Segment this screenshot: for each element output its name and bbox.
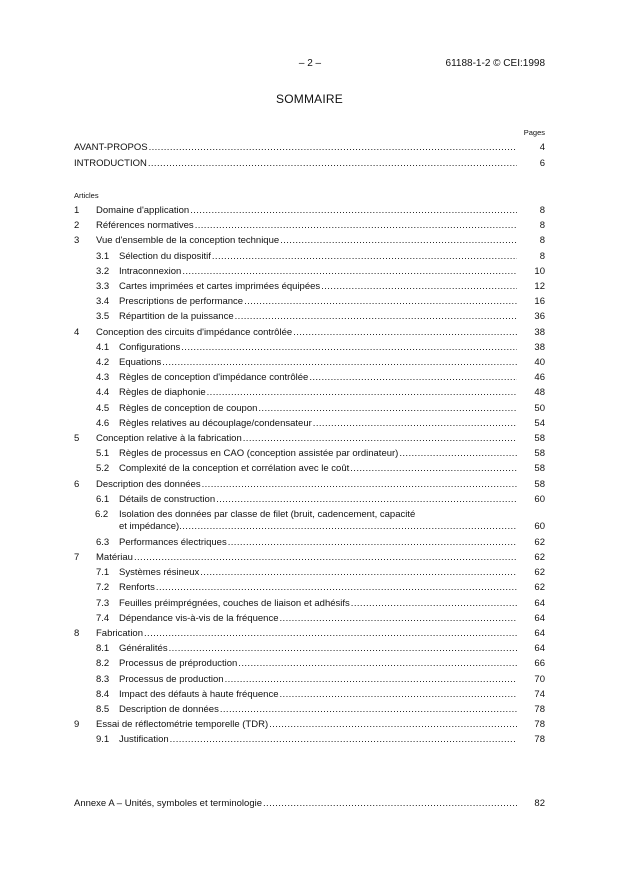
toc-entry[interactable] bbox=[74, 205, 545, 217]
toc-entry-page: 50 bbox=[534, 402, 545, 414]
toc-entry-annex-a[interactable] bbox=[74, 798, 545, 810]
toc-entry-number: 6 bbox=[74, 478, 80, 490]
toc-entry-label: Intraconnexion bbox=[119, 265, 182, 277]
toc-entry-label: Prescriptions de performance bbox=[119, 296, 244, 308]
toc-entry-number: 5.1 bbox=[96, 448, 110, 460]
page-title: SOMMAIRE bbox=[276, 92, 343, 106]
toc-entry-page: 58 bbox=[534, 478, 545, 490]
toc-entry-page: 58 bbox=[534, 448, 545, 460]
toc-entry-page: 64 bbox=[534, 612, 545, 624]
toc-entry-number: 4.3 bbox=[96, 372, 110, 384]
toc-entry-page: 46 bbox=[534, 372, 545, 384]
toc-entry-label: Répartition de la puissance bbox=[119, 311, 234, 323]
toc-entry[interactable] bbox=[74, 281, 545, 293]
toc-entry-number: 4.4 bbox=[96, 387, 110, 399]
toc-entry-page: 62 bbox=[534, 567, 545, 579]
toc-entry-number: 6.2 bbox=[95, 509, 109, 520]
toc-entry-number: 6.3 bbox=[96, 536, 110, 548]
toc-entry-label: Généralités bbox=[119, 643, 168, 655]
toc-entry[interactable] bbox=[74, 658, 545, 670]
toc-entry[interactable] bbox=[74, 266, 545, 278]
toc-entry[interactable] bbox=[74, 689, 545, 701]
toc-entry-page: 74 bbox=[534, 688, 545, 700]
toc-entry[interactable] bbox=[74, 372, 545, 384]
toc-entry[interactable] bbox=[74, 719, 545, 731]
toc-entry[interactable] bbox=[74, 403, 545, 415]
toc-entry-number: 7.3 bbox=[96, 597, 110, 609]
toc-entry-label: Renforts bbox=[119, 582, 155, 594]
toc-entry-label: Matériau bbox=[96, 551, 133, 563]
toc-entry-page: 64 bbox=[534, 597, 545, 609]
toc-entry-page: 36 bbox=[534, 311, 545, 323]
toc-entry[interactable] bbox=[74, 357, 545, 369]
toc-entry-number: 7.1 bbox=[96, 567, 110, 579]
toc-entry-page: 16 bbox=[534, 296, 545, 308]
toc-entry-label: Configurations bbox=[119, 341, 181, 353]
toc-entry-page: 4 bbox=[539, 142, 545, 153]
toc-entry-page: 58 bbox=[534, 433, 545, 444]
toc-entry-label: Dépendance vis-à-vis de la fréquence bbox=[119, 612, 279, 624]
toc-entry-label: Essai de réflectométrie temporelle (TDR) bbox=[96, 719, 269, 731]
toc-entry[interactable] bbox=[74, 537, 545, 549]
toc-entry-number: 3.5 bbox=[96, 311, 110, 323]
toc-entry-number: 8.4 bbox=[96, 688, 110, 700]
toc-entry-avant-propos[interactable] bbox=[74, 142, 545, 154]
toc-entry-page: 78 bbox=[534, 719, 545, 731]
toc-entry-number: 2 bbox=[74, 220, 80, 232]
toc-entry-label: Règles de conception d'impédance contrôlée bbox=[119, 372, 309, 384]
toc-entry-number: 7 bbox=[74, 551, 80, 563]
toc-entry-page: 8 bbox=[539, 250, 545, 262]
toc-entry-label: Règles relatives au découplage/condensateur bbox=[119, 417, 312, 429]
toc-entry-page: 8 bbox=[539, 205, 545, 216]
toc-entry-page: 82 bbox=[534, 798, 545, 809]
toc-entry-number: 3.3 bbox=[96, 281, 110, 292]
toc-entry-number: 9.1 bbox=[96, 734, 110, 746]
toc-entry-label: Cartes imprimées et cartes imprimées équipées bbox=[119, 281, 321, 292]
toc-entry-label-continued: et impédance) bbox=[119, 521, 180, 532]
toc-entry-page: 64 bbox=[534, 627, 545, 639]
toc-entry-label: Fabrication bbox=[96, 627, 143, 639]
toc-entry-label: Références normatives bbox=[96, 220, 194, 232]
toc-entry[interactable] bbox=[74, 479, 545, 491]
toc-entry-number: 3 bbox=[74, 235, 80, 247]
toc-entry-page: 70 bbox=[534, 673, 545, 685]
toc-entry[interactable] bbox=[74, 342, 545, 354]
toc-entry-page: 8 bbox=[539, 235, 545, 247]
toc-entry-label: Conception des circuits d'impédance contrôlée bbox=[96, 326, 293, 338]
toc-entry-label: AVANT-PROPOS bbox=[74, 142, 148, 153]
toc-entry-label: Feuilles préimprégnées, couches de liaison et adhésifs bbox=[119, 597, 350, 609]
toc-entry-page: 66 bbox=[534, 658, 545, 670]
toc-entry-number: 3.2 bbox=[96, 265, 110, 277]
toc-entry[interactable] bbox=[74, 494, 545, 506]
toc-entry-page: 48 bbox=[534, 387, 545, 399]
toc-entry[interactable] bbox=[74, 598, 545, 610]
toc-entry-page: 62 bbox=[534, 536, 545, 548]
toc-entry[interactable] bbox=[74, 613, 545, 625]
toc-entry[interactable] bbox=[74, 509, 545, 533]
toc-entry-number: 7.4 bbox=[96, 612, 110, 624]
toc-entry-label: Processus de préproduction bbox=[119, 658, 238, 670]
toc-entry[interactable] bbox=[74, 235, 545, 247]
toc-entry-page: 40 bbox=[534, 357, 545, 368]
toc-entry-number: 8.2 bbox=[96, 658, 110, 670]
toc-entry-number: 5 bbox=[74, 433, 80, 444]
toc-entry-label: Détails de construction bbox=[119, 493, 216, 505]
toc-entry[interactable] bbox=[74, 463, 545, 475]
toc-entry-label: Performances électriques bbox=[119, 536, 227, 548]
toc-entry-number: 3.1 bbox=[96, 250, 110, 262]
articles-label: Articles bbox=[74, 191, 99, 200]
toc-entry-number: 4.6 bbox=[96, 417, 110, 429]
toc-entry[interactable] bbox=[74, 220, 545, 232]
toc-entry[interactable] bbox=[74, 387, 545, 399]
toc-entry[interactable] bbox=[74, 311, 545, 323]
toc-entry-page: 6 bbox=[539, 158, 545, 169]
toc-entry-label: Règles de processus en CAO (conception assistée par ordinateur) bbox=[119, 448, 399, 460]
toc-entry-number: 5.2 bbox=[96, 463, 110, 475]
toc-entry[interactable] bbox=[74, 433, 545, 445]
toc-entry[interactable] bbox=[74, 674, 545, 686]
toc-entry[interactable] bbox=[74, 582, 545, 594]
toc-entry-number: 4.2 bbox=[96, 357, 110, 368]
toc-entry-number: 8 bbox=[74, 627, 80, 639]
toc-entry-page: 10 bbox=[534, 265, 545, 277]
toc-entry-label: Domaine d'application bbox=[96, 205, 190, 216]
toc-entry[interactable] bbox=[74, 327, 545, 339]
toc-entry-label: Systèmes résineux bbox=[119, 567, 200, 579]
toc-entry-page: 38 bbox=[534, 341, 545, 353]
toc-entry-number: 6.1 bbox=[96, 493, 110, 505]
toc-entry[interactable] bbox=[74, 734, 545, 746]
toc-entry-label: Equations bbox=[119, 357, 162, 368]
toc-entry-page: 64 bbox=[534, 643, 545, 655]
toc-entry-introduction[interactable] bbox=[74, 158, 545, 170]
toc-entry-number: 9 bbox=[74, 719, 80, 731]
toc-entry-label: Annexe A – Unités, symboles et terminologie bbox=[74, 798, 262, 809]
toc-entry[interactable] bbox=[74, 643, 545, 655]
toc-entry[interactable] bbox=[74, 251, 545, 263]
toc-entry-number: 8.1 bbox=[96, 643, 110, 655]
toc-entry-label: Sélection du dispositif bbox=[119, 250, 211, 262]
toc-entry-label: Vue d'ensemble de la conception technique bbox=[96, 235, 280, 247]
toc-entry-label: Règles de diaphonie bbox=[119, 387, 206, 399]
toc-entry-number: 3.4 bbox=[96, 296, 110, 308]
toc-entry-label: Impact des défauts à haute fréquence bbox=[119, 688, 279, 700]
toc-entry-label: Description des données bbox=[96, 478, 201, 490]
toc-entry-page: 8 bbox=[539, 220, 545, 232]
toc-entry-page: 62 bbox=[534, 582, 545, 594]
toc-entry-page: 60 bbox=[534, 493, 545, 505]
toc-entry-label: Règles de conception de coupon bbox=[119, 402, 258, 414]
toc-entry-page: 38 bbox=[534, 326, 545, 338]
toc-entry-number: 4.5 bbox=[96, 402, 110, 414]
toc-entry-label: Processus de production bbox=[119, 673, 224, 685]
toc-entry[interactable] bbox=[74, 448, 545, 460]
toc-entry[interactable] bbox=[74, 296, 545, 308]
toc-entry-number: 7.2 bbox=[96, 582, 110, 594]
toc-entry[interactable] bbox=[74, 628, 545, 640]
toc-entry[interactable] bbox=[74, 552, 545, 564]
toc-entry-page: 60 bbox=[534, 521, 545, 532]
toc-entry[interactable] bbox=[74, 418, 545, 430]
toc-entry-page: 62 bbox=[534, 551, 545, 563]
toc-entry-label: Description de données bbox=[119, 703, 219, 715]
toc-entry-page: 78 bbox=[534, 703, 545, 715]
toc-entry-page: 54 bbox=[534, 417, 545, 429]
toc-entry-label: Complexité de la conception et corrélation avec le coût bbox=[119, 463, 350, 475]
toc-entry-page: 58 bbox=[534, 463, 545, 475]
toc-entry-page: 78 bbox=[534, 734, 545, 746]
toc-entry-number: 8.5 bbox=[96, 703, 110, 715]
toc-entry-number: 1 bbox=[74, 205, 80, 216]
toc-entry-number: 4 bbox=[74, 326, 80, 338]
toc-entry-label: Conception relative à la fabrication bbox=[96, 433, 242, 444]
toc-entry[interactable] bbox=[74, 567, 545, 579]
page-number: – 2 – bbox=[298, 58, 322, 69]
toc-entry-label: Isolation des données par classe de filet (bruit, cadencement, capacité bbox=[119, 509, 416, 520]
toc-entry-number: 8.3 bbox=[96, 673, 110, 685]
toc-entry[interactable] bbox=[74, 704, 545, 716]
toc-entry-number: 4.1 bbox=[96, 341, 110, 353]
pages-column-label: Pages bbox=[523, 128, 545, 137]
toc-entry-label: INTRODUCTION bbox=[74, 158, 147, 169]
standard-reference: 61188-1-2 © CEI:1998 bbox=[445, 58, 545, 69]
toc-entry-label: Justification bbox=[119, 734, 169, 746]
toc-entry-page: 12 bbox=[534, 281, 545, 292]
